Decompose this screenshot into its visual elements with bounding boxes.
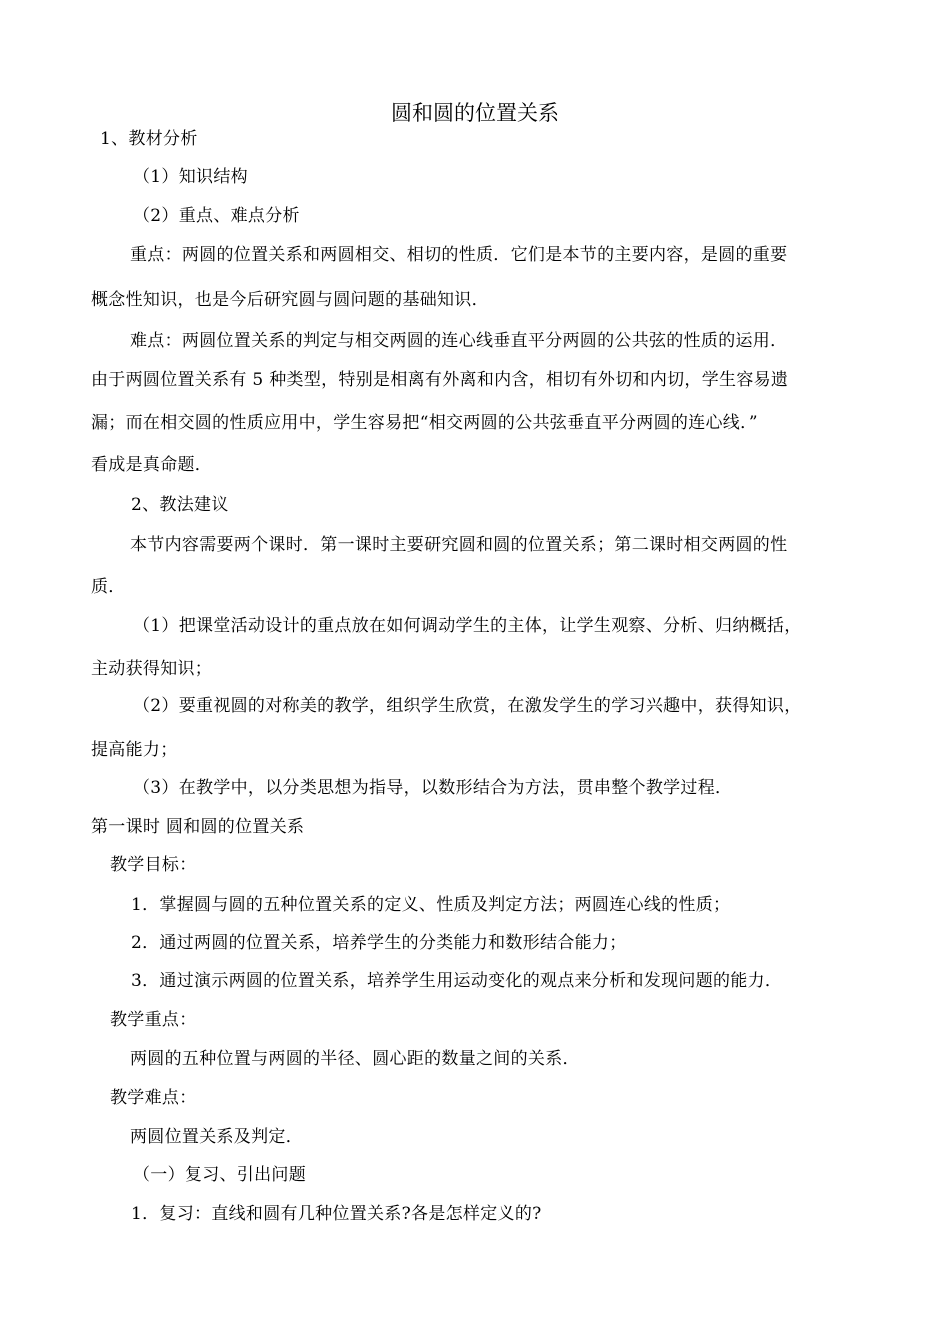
suggestion-1-line-1: （1）把课堂活动设计的重点放在如何调动学生的主体，让学生观察、分析、归纳概括，: [133, 616, 802, 636]
review-question-1: 1．复习：直线和圆有几种位置关系?各是怎样定义的?: [131, 1204, 542, 1224]
paragraph-difficult-points-line-3: 漏；而在相交圆的性质应用中，学生容易把“相交两圆的公共弦垂直平分两圆的连心线．”: [91, 413, 758, 433]
suggestion-3: （3）在教学中，以分类思想为指导，以数形结合为方法，贯串整个教学过程．: [133, 778, 733, 798]
subheading-key-difficult-points: （2）重点、难点分析: [133, 206, 300, 226]
teaching-focus-content: 两圆的五种位置与两圆的半径、圆心距的数量之间的关系．: [130, 1049, 580, 1069]
suggestion-1-line-2: 主动获得知识；: [91, 659, 213, 679]
paragraph-difficult-points-line-4: 看成是真命题．: [91, 455, 213, 475]
document-title: 圆和圆的位置关系: [391, 101, 559, 125]
section-heading-textbook-analysis: 1、教材分析: [100, 129, 198, 149]
section-heading-teaching-suggestions: 2、教法建议: [131, 495, 229, 515]
teaching-focus-heading: 教学重点：: [110, 1010, 197, 1030]
teaching-goals-heading: 教学目标：: [110, 855, 197, 875]
teaching-difficulty-content: 两圆位置关系及判定．: [130, 1127, 303, 1147]
suggestion-2-line-2: 提高能力；: [91, 740, 178, 760]
teaching-difficulty-heading: 教学难点：: [110, 1088, 197, 1108]
teaching-goal-3: 3．通过演示两圆的位置关系，培养学生用运动变化的观点来分析和发现问题的能力．: [131, 971, 783, 991]
suggestion-2-line-1: （2）要重视圆的对称美的教学，组织学生欣赏，在激发学生的学习兴趣中，获得知识，: [133, 696, 802, 716]
paragraph-lesson-plan-line-2: 质．: [91, 577, 126, 597]
paragraph-key-points-line-1: 重点：两圆的位置关系和两圆相交、相切的性质．它们是本节的主要内容，是圆的重要: [130, 245, 788, 265]
paragraph-difficult-points-line-1: 难点：两圆位置关系的判定与相交两圆的连心线垂直平分两圆的公共弦的性质的运用．: [130, 331, 788, 351]
paragraph-lesson-plan-line-1: 本节内容需要两个课时．第一课时主要研究圆和圆的位置关系；第二课时相交两圆的性: [130, 535, 788, 555]
subheading-knowledge-structure: （1）知识结构: [133, 167, 248, 187]
review-section-heading: （一）复习、引出问题: [133, 1165, 306, 1185]
paragraph-difficult-points-line-2: 由于两圆位置关系有 5 种类型，特别是相离有外离和内含，相切有外切和内切，学生容易遗: [91, 370, 789, 390]
teaching-goal-2: 2．通过两圆的位置关系，培养学生的分类能力和数形结合能力；: [131, 933, 627, 953]
lesson-one-heading: 第一课时 圆和圆的位置关系: [91, 817, 305, 837]
paragraph-key-points-line-2: 概念性知识，也是今后研究圆与圆问题的基础知识．: [91, 290, 489, 310]
teaching-goal-1: 1．掌握圆与圆的五种位置关系的定义、性质及判定方法；两圆连心线的性质；: [131, 895, 731, 915]
